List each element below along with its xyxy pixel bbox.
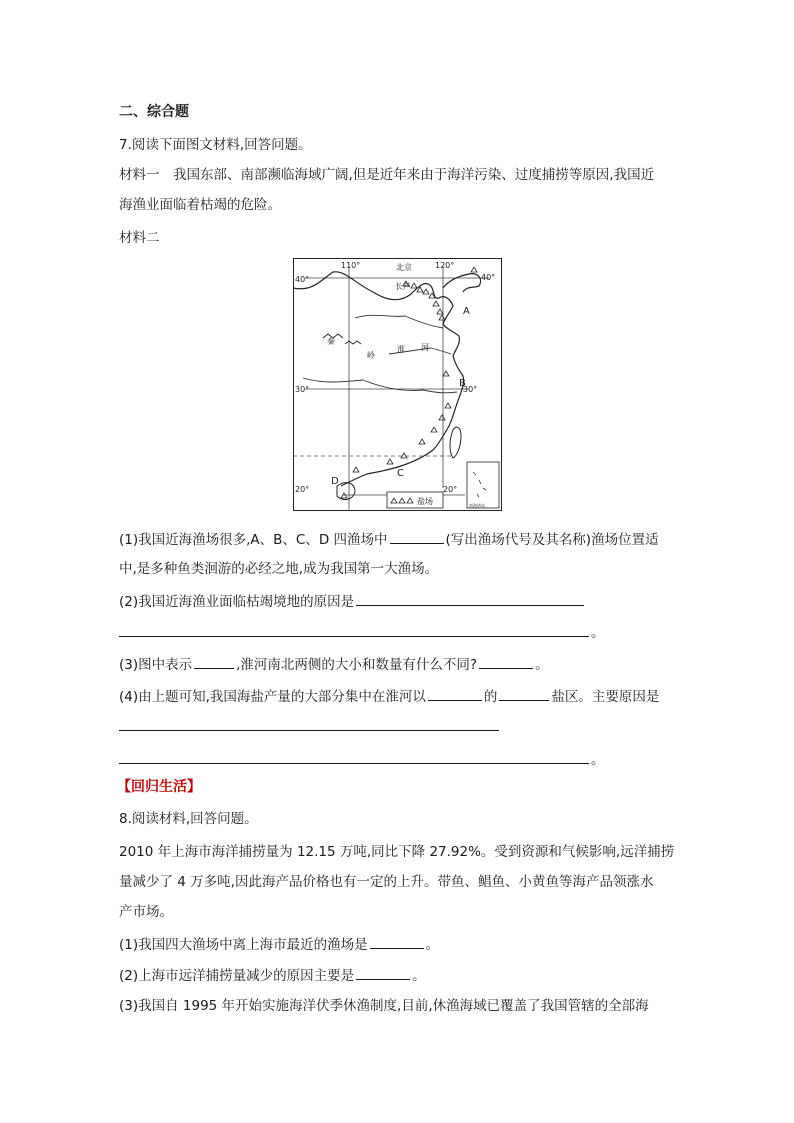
q7-sub1-text-b: (写出渔场代号及其名称)渔场位置适	[445, 532, 659, 548]
q8-sub1-text: (1)我国四大渔场中离上海市最近的渔场是	[119, 937, 368, 953]
q7-sub3-text-b: ,淮河南北两侧的大小和数量有什么不同?	[236, 657, 478, 673]
q7-sub4-text-b: 的	[483, 689, 498, 705]
q7-sub3-line	[119, 655, 549, 674]
lat-label-right-20: 20°	[443, 485, 458, 494]
he-label: 河	[421, 343, 429, 352]
q7-sub1-line2: 中,是多种鱼类洄游的必经之地,成为我国第一大渔场。	[119, 561, 439, 577]
q7-sub2-end: 。	[591, 625, 605, 641]
q7-sub1-answer-blank[interactable]	[390, 530, 444, 544]
fishery-b-label: B	[459, 378, 466, 389]
q7-material1-line2: 海渔业面临着枯竭的危险。	[119, 197, 281, 213]
lon-label-120: 120°	[435, 261, 455, 270]
inset-label: 南海诸岛	[469, 503, 485, 508]
q8-sub2-answer-blank[interactable]	[356, 966, 410, 980]
q7-sub2-answer-blank-1[interactable]	[356, 592, 584, 606]
q7-sub4-answer-blank-2[interactable]	[499, 687, 549, 701]
qin-label: 秦	[327, 337, 335, 346]
q7-sub2-answer-blank-2[interactable]	[119, 636, 589, 637]
q7-sub4-end: 。	[591, 752, 605, 768]
lat-label-right-30: 30°	[463, 385, 478, 394]
q7-material1-line1: 材料一 我国东部、南部濒临海域广阔,但是近年来由于海洋污染、过度捕捞等原因,我国近	[119, 167, 655, 183]
q7-sub4-text-a: (4)由上题可知,我国海盐产量的大部分集中在淮河以	[119, 689, 426, 705]
q7-material2-label: 材料二	[119, 230, 160, 246]
q8-para-line3: 产市场。	[119, 904, 173, 920]
q7-sub3-end: 。	[535, 657, 549, 673]
q7-sub4-text-c: 盐区。主要原因是	[551, 689, 660, 705]
lat-label-left-40: 40°	[295, 275, 310, 284]
lat-label-left-20: 20°	[295, 485, 310, 494]
city-changlu-label: 长芦	[395, 282, 411, 291]
fishery-d-label: D	[331, 476, 339, 487]
fishery-c-label: C	[397, 468, 404, 479]
q8-sub2-text: (2)上海市远洋捕捞量减少的原因主要是	[119, 968, 355, 984]
q8-para-line2: 量减少了 4 万多吨,因此海产品价格也有一定的上升。带鱼、鲳鱼、小黄鱼等海产品领涨水	[119, 874, 654, 890]
lat-label-right-40: 40°	[481, 273, 496, 282]
q8-sub3-line: (3)我国自 1995 年开始实施海洋伏季休渔制度,目前,休渔海域已覆盖了我国管辖的全部海	[119, 998, 649, 1014]
q7-prompt: 7.阅读下面图文材料,回答问题。	[119, 137, 312, 153]
q7-sub1-text-a: (1)我国近海渔场很多,A、B、C、D 四渔场中	[119, 532, 388, 548]
q7-sub2-line	[119, 592, 586, 611]
section-title: 二、综合题	[119, 104, 189, 120]
q8-sub2-end: 。	[412, 968, 426, 984]
q7-sub4-answer-blank-3[interactable]	[119, 730, 499, 731]
ling-label: 岭	[367, 351, 375, 360]
q7-sub4-line	[119, 687, 659, 706]
q8-sub2-line	[119, 966, 426, 985]
q7-sub2-text: (2)我国近海渔业面临枯竭境地的原因是	[119, 594, 355, 610]
q7-sub3-text-a: (3)图中表示	[119, 657, 193, 673]
lat-label-left-30: 30°	[295, 385, 310, 394]
south-sea-inset	[467, 462, 499, 508]
huai-label: 淮	[397, 345, 405, 354]
china-coast-fishery-map	[293, 258, 502, 511]
q7-sub4-answer-blank-1[interactable]	[428, 687, 482, 701]
city-beijing-label: 北京	[396, 263, 412, 272]
q8-sub1-answer-blank[interactable]	[370, 935, 424, 949]
lon-label-110: 110°	[341, 261, 361, 270]
legend-salt-label: 盐场	[417, 497, 433, 506]
q7-sub3-answer-blank-2[interactable]	[479, 655, 533, 669]
q8-sub1-end: 。	[425, 937, 440, 953]
q7-sub3-answer-blank-1[interactable]	[194, 655, 234, 669]
q8-sub1-line	[119, 935, 439, 954]
fishery-a-label: A	[463, 306, 470, 317]
q8-para-line1: 2010 年上海市海洋捕捞量为 12.15 万吨,同比下降 27.92%。受到资源和气候影响,远洋捕捞	[119, 844, 675, 860]
q7-sub4-answer-blank-4[interactable]	[119, 763, 589, 764]
q7-sub1-line1	[119, 530, 659, 549]
q8-prompt: 8.阅读材料,回答问题。	[119, 811, 258, 827]
return-life-tag: 【回归生活】	[117, 779, 201, 795]
